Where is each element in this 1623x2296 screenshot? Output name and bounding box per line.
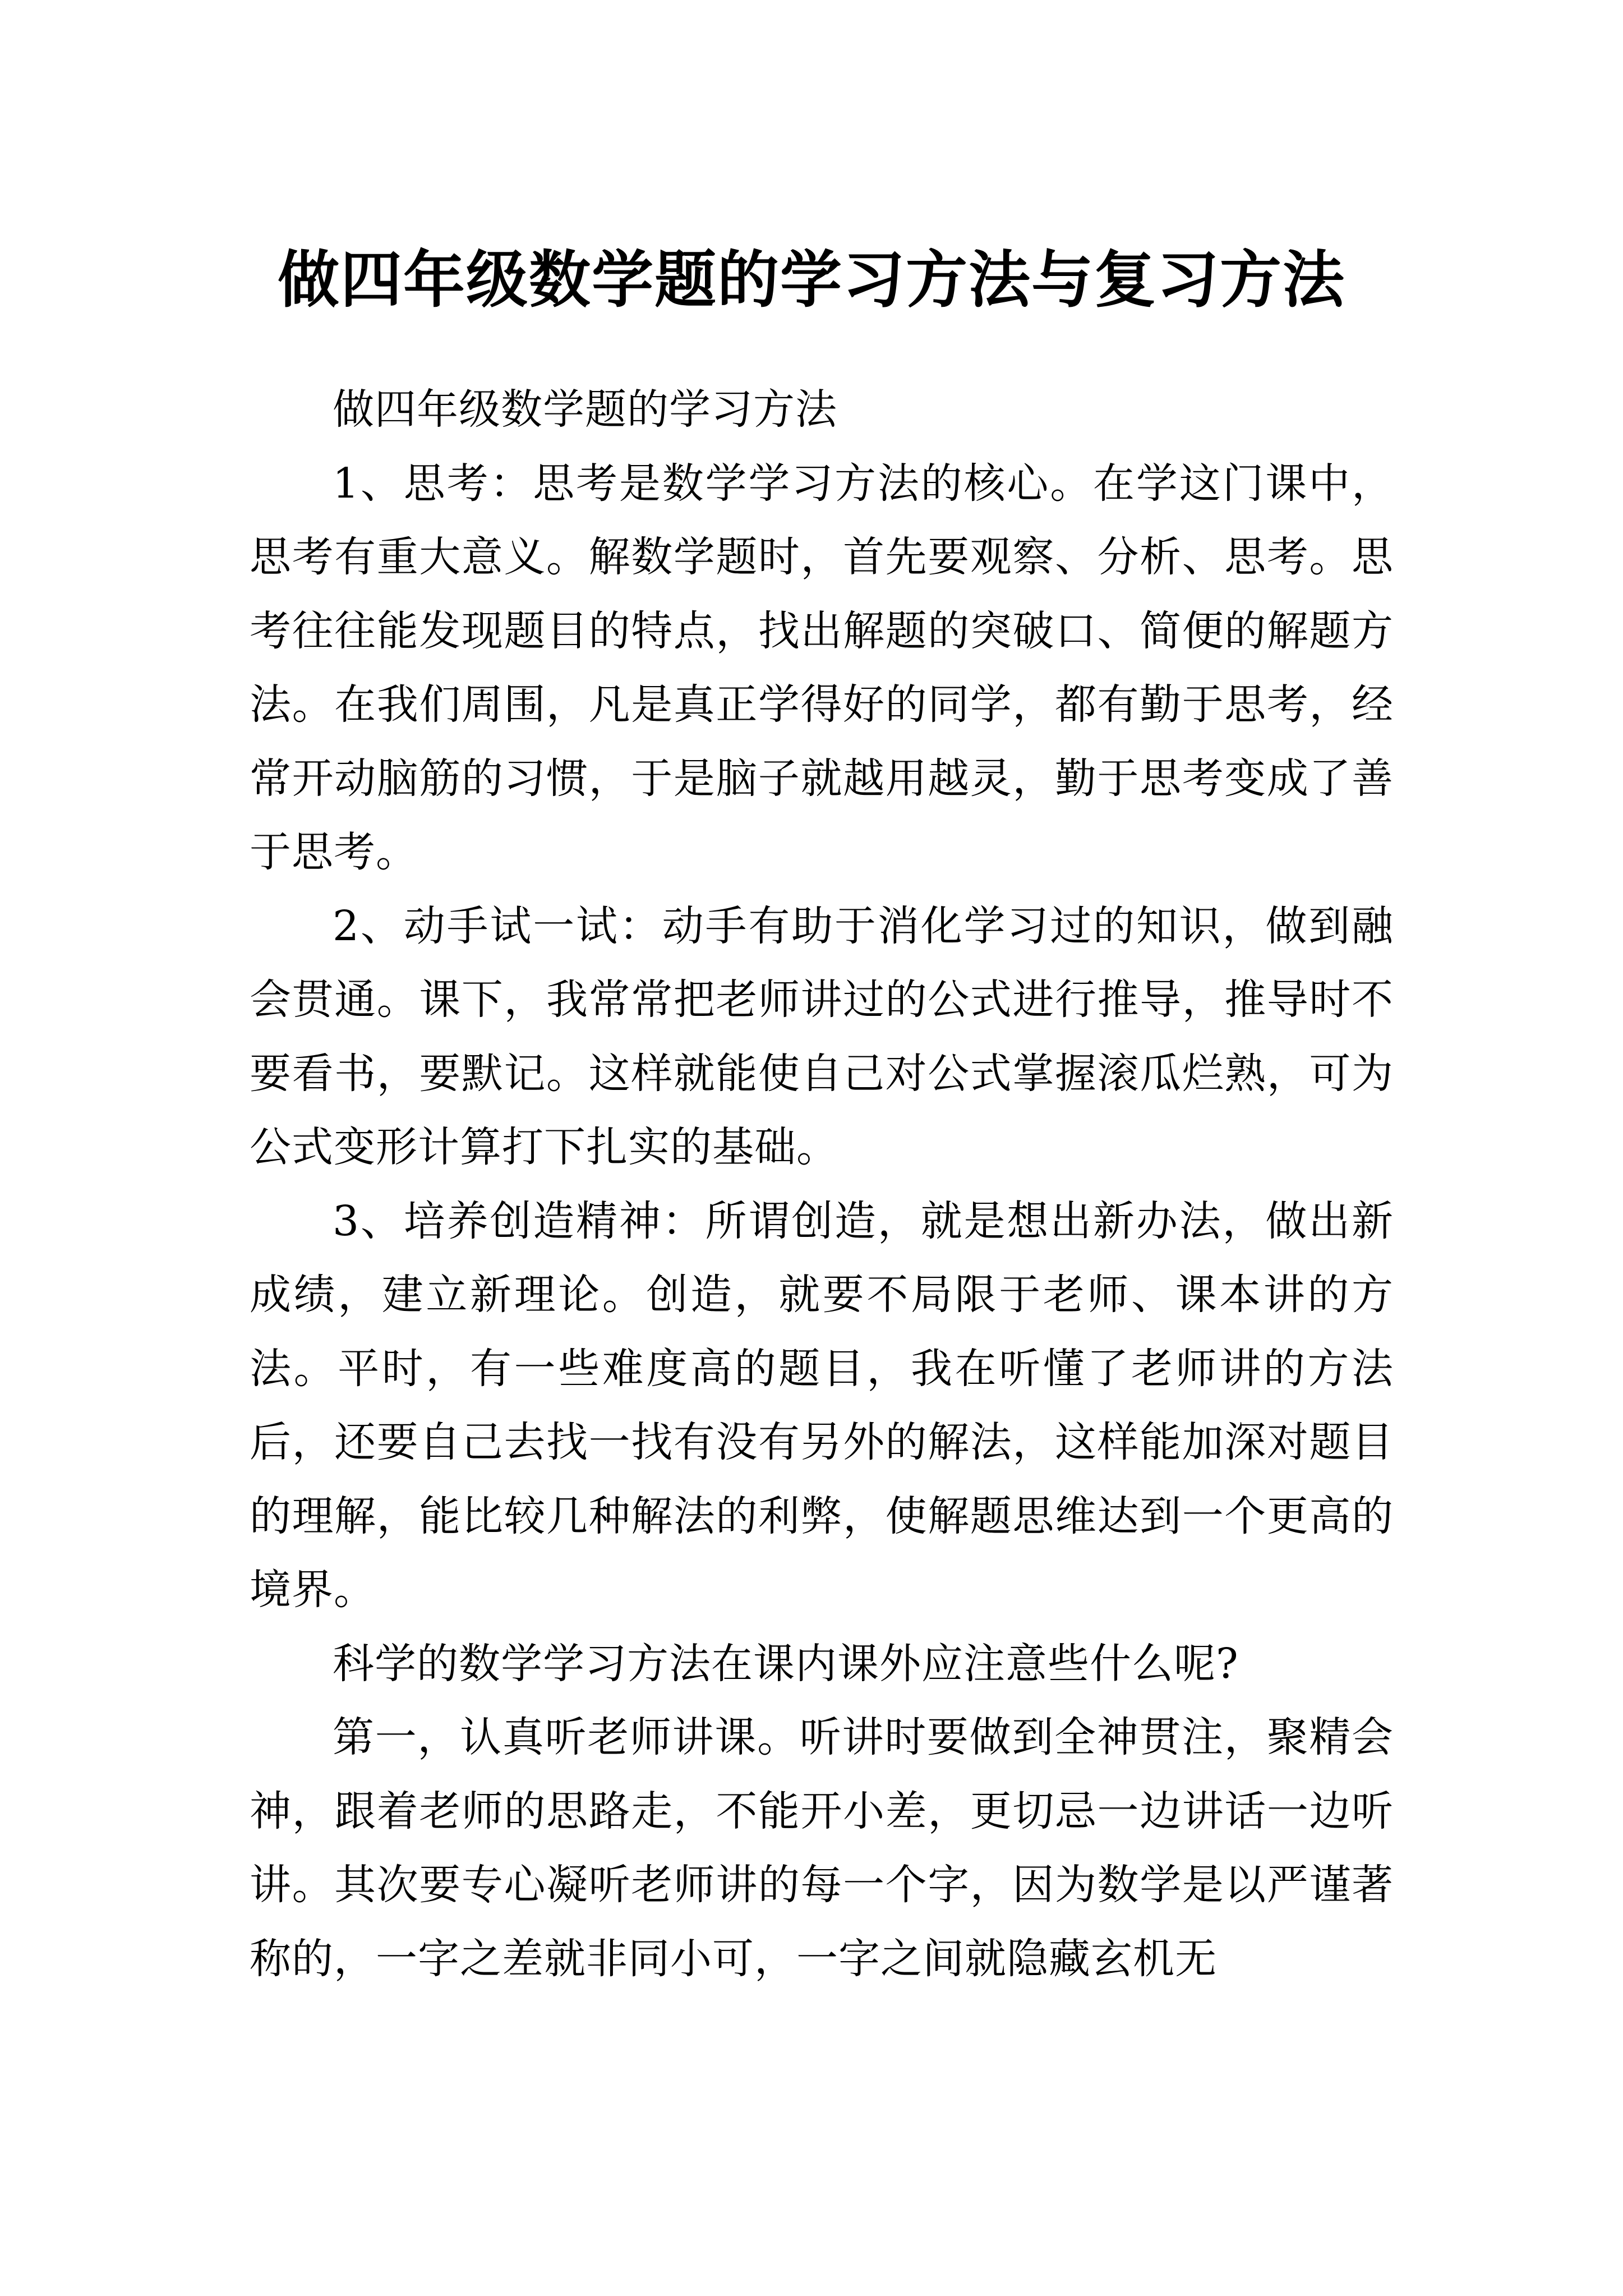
document-body (250, 373, 1394, 1996)
section-heading: 做四年级数学题的学习方法 (333, 385, 837, 434)
paragraph-hands-on: 2、动手试一试：动手有助于消化学习过的知识，做到融会贯通。课下，我常常把老师讲过的公式进行推导，推导时不要看书，要默记。这样就能使自己对公式掌握滚瓜烂熟，可为公式变形计算打下扎实的基础。 (250, 901, 1394, 1171)
document-title: 做四年级数学题的学习方法与复习方法 (278, 243, 1345, 316)
paragraph-creativity: 3、培养创造精神：所谓创造，就是想出新办法，做出新成绩，建立新理论。创造，就要不局限于老师、课本讲的方法。平时，有一些难度高的题目，我在听懂了老师讲的方法后，还要自己去找一找有没有另外的解法，这样能加深对题目的理解，能比较几种解法的利弊，使解题思维达到一个更高的境界。 (250, 1197, 1394, 1614)
paragraph-first-point: 第一，认真听老师讲课。听讲时要做到全神贯注，聚精会神，跟着老师的思路走，不能开小差，更切忌一边讲话一边听讲。其次要专心凝听老师讲的每一个字，因为数学是以严谨著称的，一字之差就非同小可，一字之间就隐藏玄机无 (250, 1713, 1394, 1983)
paragraph-thinking: 1、思考：思考是数学学习方法的核心。在学这门课中，思考有重大意义。解数学题时，首先要观察、分析、思考。思考往往能发现题目的特点，找出解题的突破口、简便的解题方法。在我们周围，凡是真正学得好的同学，都有勤于思考，经常开动脑筋的习惯，于是脑子就越用越灵，勤于思考变成了善于思考。 (250, 459, 1394, 876)
paragraph-question: 科学的数学学习方法在课内课外应注意些什么呢? (333, 1639, 1239, 1688)
